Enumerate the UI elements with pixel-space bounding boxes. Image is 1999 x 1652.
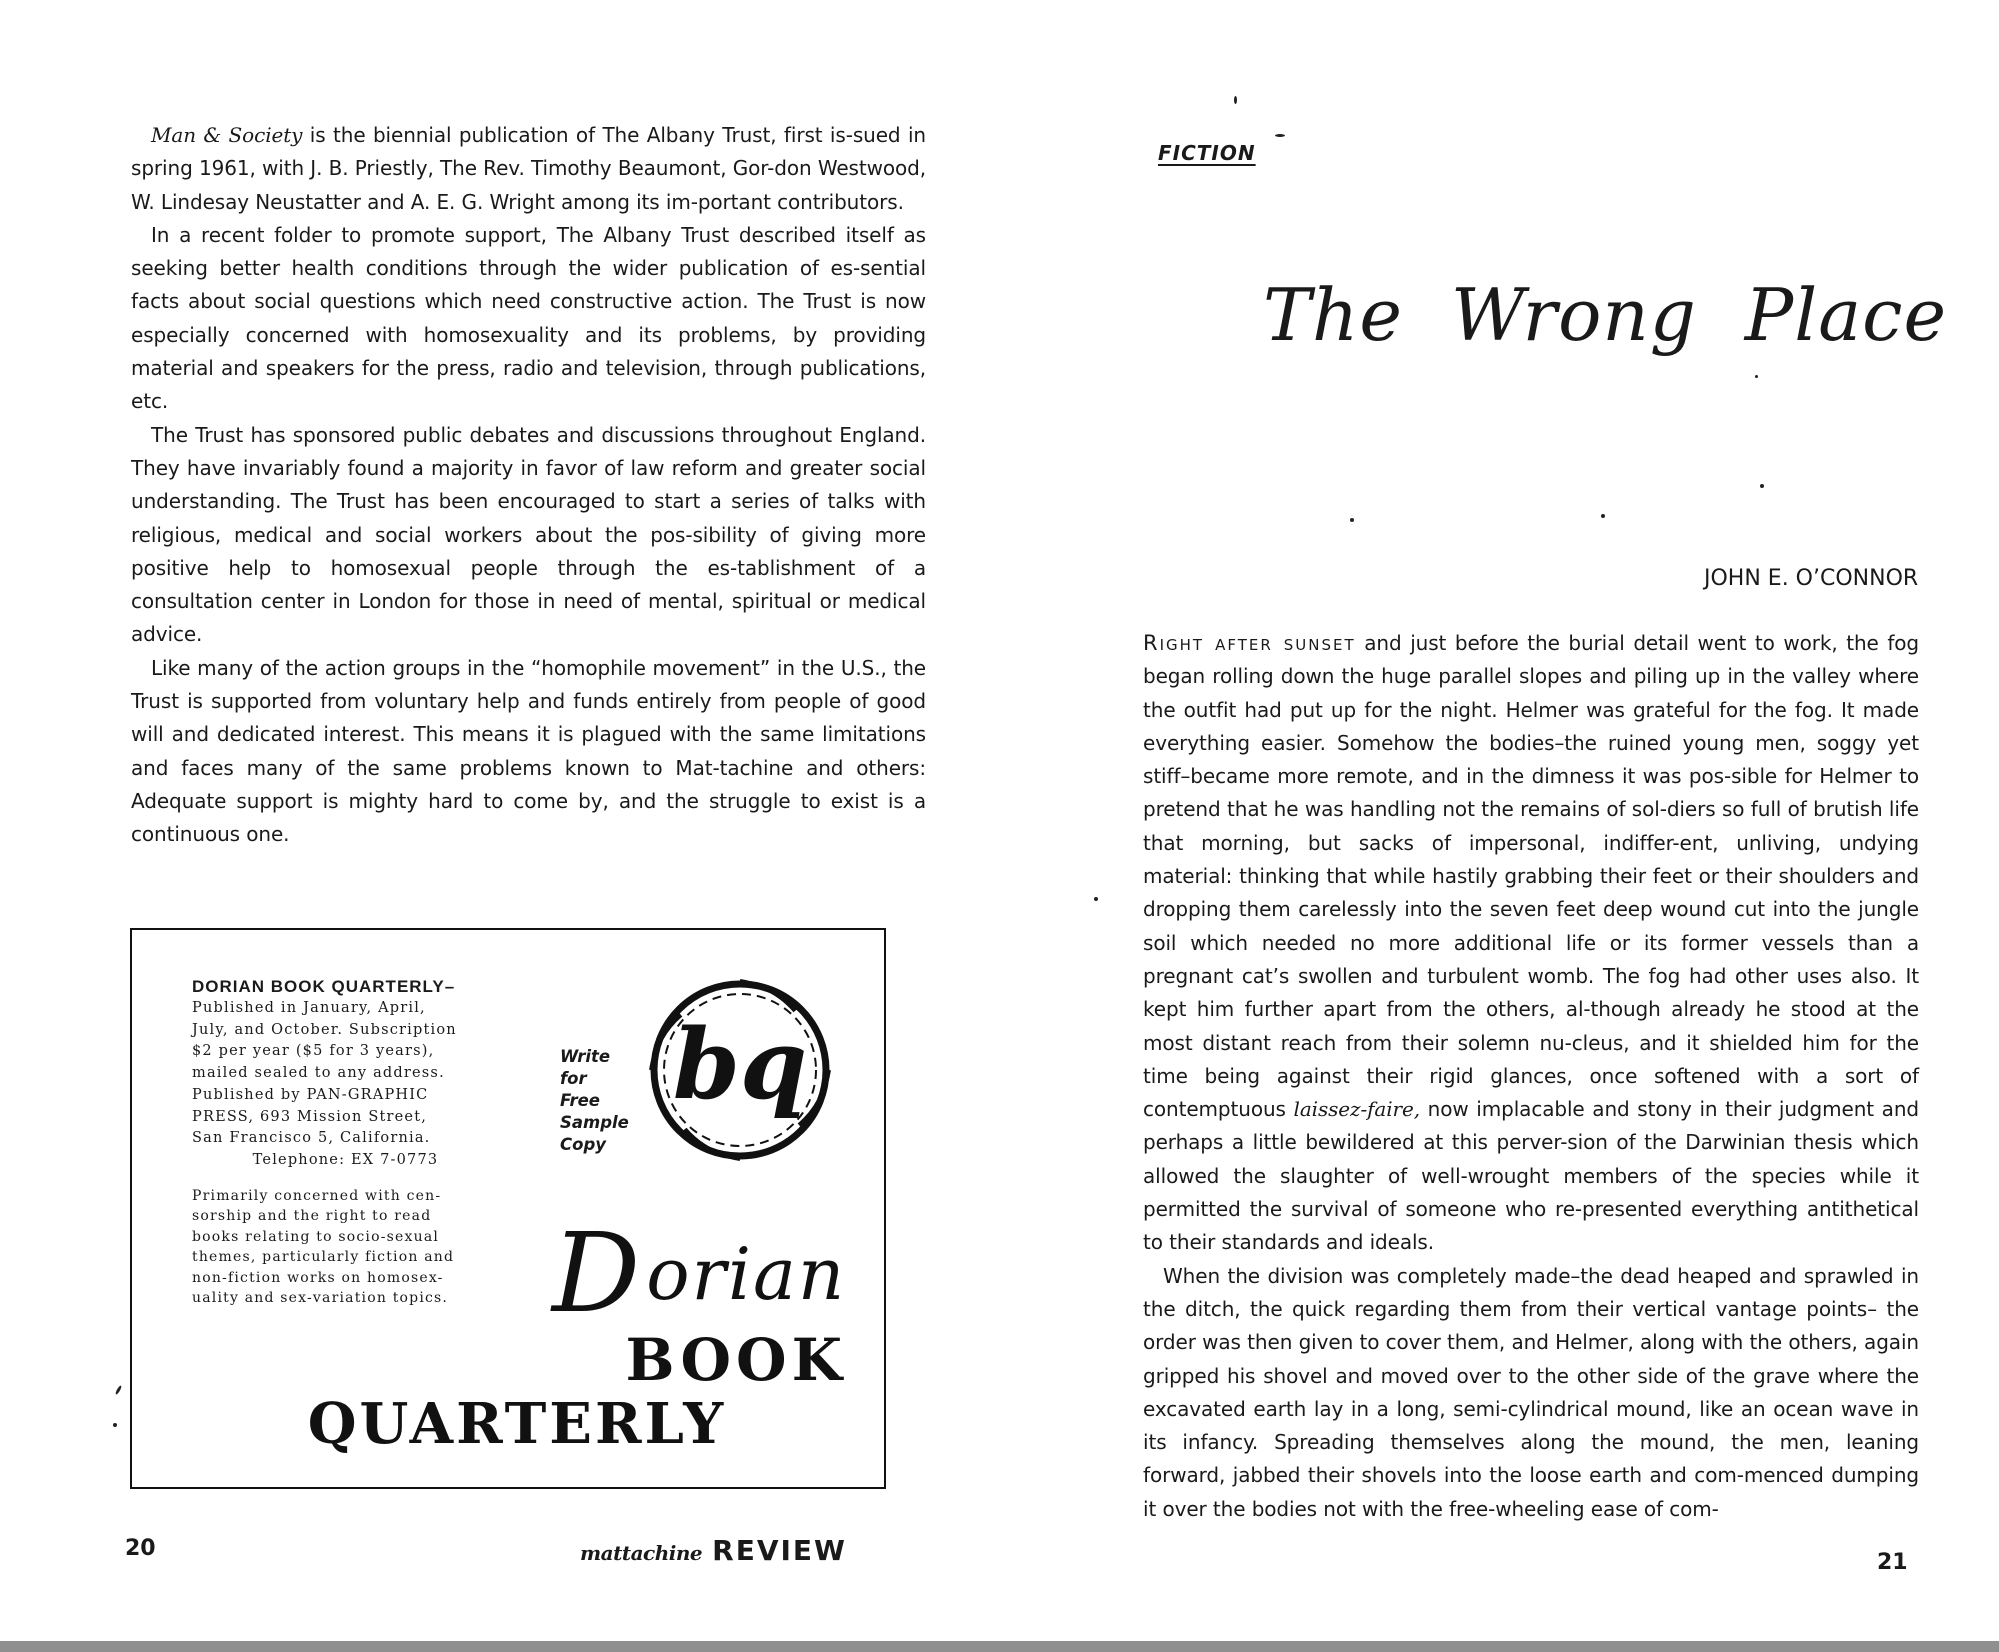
paragraph-1-text: is the biennial publication of The Albany Trust, first is-sued in spring 1961, with J. B. Priestly, The Rev. Timothy Beaumont, Gor-don Westwood, W. Lindesay Neustatter and A. E. G. Wright among its im-portant contributors. — [131, 123, 926, 214]
running-footer — [580, 1534, 847, 1567]
story-author: JOHN E. O’CONNOR — [1704, 566, 1919, 591]
ad-desc-line: uality and sex-variation topics. — [192, 1290, 449, 1307]
dorian-script-rest: orian — [646, 1232, 847, 1316]
print-speck — [1275, 134, 1285, 137]
bq-logo-text: bq — [672, 1008, 808, 1121]
print-speck — [113, 1423, 117, 1427]
paragraph-2: In a recent folder to promote support, The Albany Trust described itself as seeking better health conditions through the wider publication of es-sential facts about social questions which need constructive action. The Trust is now especially concerned with homosexuality and its problems, by providing material and speakers for the press, radio and television, through publications, etc. — [131, 222, 926, 414]
story-title: The Wrong Place — [1263, 273, 1948, 357]
scan-bottom-edge — [0, 1641, 1999, 1652]
left-article — [131, 119, 926, 852]
print-speck — [115, 1385, 123, 1395]
ad-info — [192, 976, 499, 1309]
print-speck — [1094, 897, 1098, 901]
story-paragraph-1-text: and just before the burial detail went to work, the fog began rolling down the huge parallel slopes and piling up in the valley where the outfit had put up for the night. Helmer was grateful for the fog. It made everything easier. Somehow the bodies–the ruined young men, soggy yet stiff–became more remote, and in the dimness it was pos-sible for Helmer to pretend that he was handling not the remains of sol-diers so full of brutish life that morning, but sacks of impersonal, indiffer-ent, unliving, undying material: thinking that while hastily grabbing their feet or their shoulders and dropping them carelessly into the seven feet deep wound cut into the jungle soil which needed no more additional life or its former vessels than a pregnant cat’s swollen and turbulent womb. The fog had other uses also. It kept him further apart from the others, al-though already he stood at the most distant reach from their solemn nu-cleus, and it shielded him for the time being against their rigid glances, once softened with a sort of contemptuous — [1143, 631, 1919, 1122]
quarterly-wordmark: QUARTERLY — [307, 1391, 727, 1457]
story-paragraph-2: When the division was completely made–the dead heaped and sprawled in the ditch, the quick regarding them from their vertical vantage points– the order was then given to cover them, and Helmer, along with the others, again gripped his shovel and moved over to the other side of the grave where the excavated earth lay in a long, semi-cylindrical mound, like an ocean wave in its infancy. Spreading themselves along the mound, the men, leaning forward, jabbed their shovels into the loose earth and com-menced dumping it over the bodies not with the free-wheeling ease of com- — [1143, 1263, 1919, 1521]
story-paragraph-1 — [1143, 627, 1919, 1260]
footer-review: REVIEW — [712, 1534, 847, 1567]
free-word: Free — [560, 1091, 600, 1110]
paragraph-3: The Trust has sponsored public debates and discussions throughout England. They have invariably found a majority in favor of law reform and greater social understanding. The Trust has been encouraged to start a series of talks with religious, medical and social workers about the pos-sibility of giving more positive help to homosexual people through the es-tablishment of a consultation center in London for those in need of mental, spiritual or medical advice. — [131, 422, 926, 647]
page-number-left: 20 — [125, 1536, 156, 1561]
ad-desc-line: themes, particularly fiction and — [192, 1249, 455, 1266]
print-speck — [1755, 375, 1758, 378]
write-for-sample — [560, 1046, 650, 1156]
ad-line: San Francisco 5, California. — [192, 1130, 431, 1147]
dorian-script-wordmark — [552, 1209, 852, 1337]
story-italic-phrase: laissez-faire, — [1293, 1097, 1420, 1122]
story-body — [1143, 627, 1919, 1526]
story-lead-caps: Right after sunset — [1143, 631, 1356, 655]
print-speck — [1234, 96, 1237, 104]
print-speck — [1601, 514, 1605, 518]
copy-word: Copy — [560, 1135, 607, 1154]
section-label-fiction: FICTION — [1158, 141, 1256, 165]
ad-line: Published by PAN-GRAPHIC — [192, 1086, 429, 1103]
ad-heading: DORIAN BOOK QUARTERLY– — [192, 977, 456, 996]
book-wordmark: BOOK — [625, 1326, 847, 1394]
footer-mattachine: mattachine — [580, 1541, 703, 1565]
sample-word: Sample — [560, 1113, 629, 1132]
ad-line: $2 per year ($5 for 3 years), — [192, 1043, 435, 1060]
ad-desc-line: books relating to socio-sexual — [192, 1228, 440, 1245]
ad-line: Published in January, April, — [192, 1000, 426, 1016]
for-word: for — [560, 1069, 587, 1088]
left-page — [0, 0, 1000, 1640]
page-number-right: 21 — [1877, 1550, 1908, 1575]
dorian-book-quarterly-ad — [130, 928, 886, 1489]
ad-desc-line: non-fiction works on homosex- — [192, 1269, 444, 1286]
paragraph-4: Like many of the action groups in the “homophile movement” in the U.S., the Trust is supported from voluntary help and funds entirely from people of good will and dedicated interest. This means it is plagued with the same limitations and faces many of the same problems known to Mat-tachine and others: Adequate support is mighty hard to come by, and the struggle to exist is a continuous one. — [131, 655, 926, 847]
ad-desc-line: sorship and the right to read — [192, 1208, 432, 1225]
bq-logo — [645, 975, 835, 1165]
ad-line: PRESS, 693 Mission Street, — [192, 1108, 428, 1125]
ad-description — [192, 1186, 499, 1309]
paragraph-1 — [131, 119, 926, 219]
ad-desc-line: Primarily concerned with cen- — [192, 1187, 442, 1204]
dorian-script-cap: D — [552, 1209, 643, 1337]
publication-title: Man & Society — [151, 123, 303, 147]
ad-line: mailed sealed to any address. — [192, 1065, 445, 1082]
write-word: Write — [560, 1047, 611, 1066]
ad-line: July, and October. Subscription — [192, 1021, 457, 1038]
print-speck — [1760, 484, 1764, 488]
ad-telephone: Telephone: EX 7-0773 — [252, 1151, 439, 1168]
print-speck — [1350, 518, 1354, 522]
story-paragraph-1-tail: now implacable and stony in their judgment and perhaps a little bewildered at this perver-sion of the Darwinian thesis which allowed the slaughter of well-wrought members of the species while it permitted the survival of someone who re-presented everything antithetical to their standards and ideals. — [1143, 1097, 1920, 1255]
